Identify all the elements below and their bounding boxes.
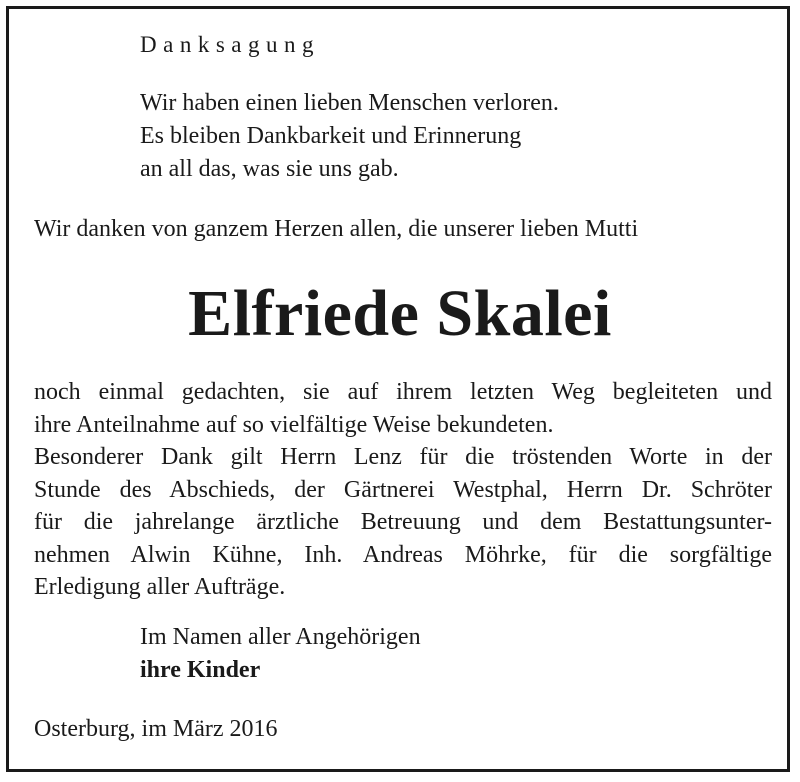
body-line: Besonderer Dank gilt Herrn Lenz für die tröstenden Worte in der <box>34 444 772 470</box>
place-date: Osterburg, im März 2016 <box>34 716 278 742</box>
verse-line: Es bleiben Dankbarkeit und Erinnerung <box>140 123 522 149</box>
body-line: ihre Anteilnahme auf so vielfältige Weise bekundeten. <box>34 411 554 438</box>
verse-line: Wir haben einen lieben Menschen verloren. <box>140 90 559 116</box>
notice-heading: Danksagung <box>140 32 320 57</box>
signature-name: ihre Kinder <box>140 657 261 683</box>
body-line: Erledigung aller Aufträge. <box>34 574 286 600</box>
body-line: nehmen Alwin Kühne, Inh. Andreas Möhrke, für die sorgfältige <box>34 541 772 568</box>
body-line: noch einmal gedachten, sie auf ihrem letzten Weg begleiteten und <box>34 379 772 405</box>
verse-line: an all das, was sie uns gab. <box>140 156 399 182</box>
intro-text: Wir danken von ganzem Herzen allen, die unserer lieben Mutti <box>34 216 639 242</box>
deceased-name: Elfriede Skalei <box>188 277 612 350</box>
body-line: Stunde des Abschieds, der Gärtnerei Westphal, Herrn Dr. Schröter <box>34 476 772 503</box>
body-paragraph <box>34 376 772 604</box>
signature-line: Im Namen aller Angehörigen <box>140 624 421 650</box>
body-line: für die jahrelange ärztliche Betreuung und dem Bestattungsunter- <box>34 509 772 535</box>
